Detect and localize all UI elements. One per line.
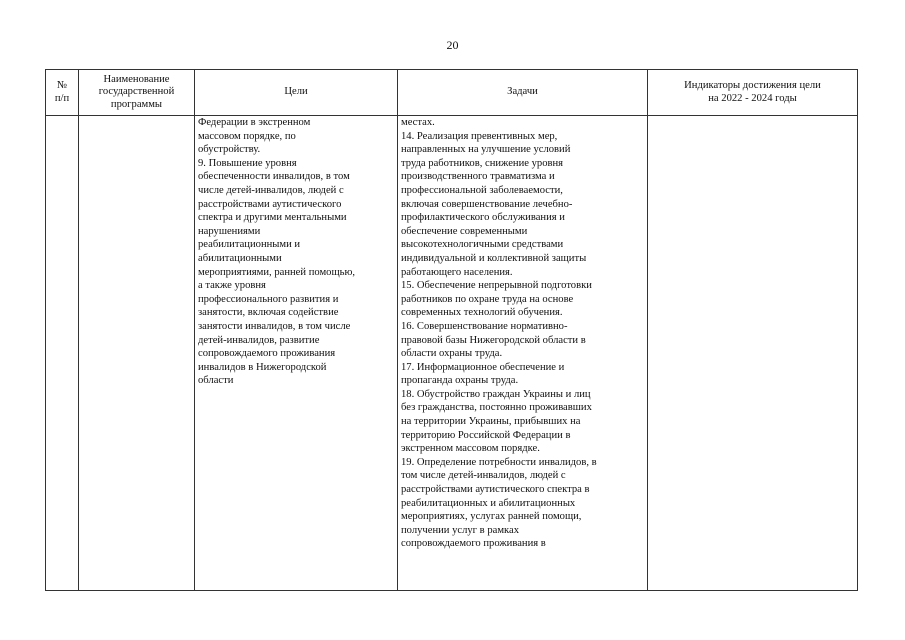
cell-text-line: на территории Украины, прибывших на bbox=[401, 416, 581, 428]
cell-program bbox=[79, 116, 195, 591]
cell-text-line: области охраны труда. bbox=[401, 348, 503, 360]
cell-text-line: обеспеченности инвалидов, в том bbox=[198, 171, 350, 183]
header-indicators: Индикаторы достижения цели на 2022 - 2024 годы bbox=[648, 70, 858, 116]
cell-text-line: спектра и другими ментальными bbox=[198, 212, 347, 224]
cell-text-line: 14. Реализация превентивных мер, bbox=[401, 130, 558, 142]
cell-text-line: числе детей-инвалидов, людей с bbox=[198, 184, 344, 196]
cell-text-line: Федерации в экстренном bbox=[198, 117, 311, 128]
cell-text-line: 18. Обустройство граждан Украины и лиц bbox=[401, 388, 591, 400]
cell-text-line: расстройствами аутистического bbox=[198, 198, 342, 210]
header-goals: Цели bbox=[195, 70, 398, 116]
cell-goals bbox=[195, 116, 398, 591]
header-program: Наименование государственной программы bbox=[79, 70, 195, 116]
cell-tasks bbox=[398, 116, 648, 591]
header-tasks: Задачи bbox=[398, 70, 648, 116]
cell-text-line: производственного травматизма и bbox=[401, 171, 555, 183]
cell-num bbox=[46, 116, 79, 591]
cell-text-line: пропаганда охраны труда. bbox=[401, 375, 519, 387]
cell-text-line: без гражданства, постоянно проживавших bbox=[401, 402, 592, 414]
cell-text-line: профессиональной заболеваемости, bbox=[401, 184, 563, 196]
cell-text-line: 15. Обеспечение непрерывной подготовки bbox=[401, 280, 592, 292]
cell-text-line: мероприятиях, услугах ранней помощи, bbox=[401, 511, 582, 523]
cell-text-line: массовом порядке, по bbox=[198, 130, 296, 142]
cell-text-line: современных технологий обучения. bbox=[401, 307, 563, 319]
cell-text-line: области bbox=[198, 375, 234, 387]
cell-text-line: местах. bbox=[401, 117, 435, 128]
cell-text-line: реабилитационными и bbox=[198, 239, 301, 251]
cell-text-line: детей-инвалидов, развитие bbox=[198, 334, 320, 346]
cell-text-line: реабилитационных и абилитационных bbox=[401, 497, 576, 509]
cell-text-line: высокотехнологичными средствами bbox=[401, 239, 564, 251]
cell-text-line: работающего населения. bbox=[401, 266, 513, 278]
cell-text-line: 9. Повышение уровня bbox=[198, 157, 297, 169]
cell-text-line: труда работников, снижение уровня bbox=[401, 157, 564, 169]
cell-text-line: занятости инвалидов, в том числе bbox=[198, 320, 351, 332]
cell-text-line: работников по охране труда на основе bbox=[401, 293, 574, 305]
cell-text-line: сопровождаемого проживания bbox=[198, 348, 336, 360]
cell-text-line: а также уровня bbox=[198, 280, 266, 292]
cell-text-line: абилитационными bbox=[198, 252, 282, 264]
cell-text-line: профилактического обслуживания и bbox=[401, 212, 565, 224]
cell-text-line: территорию Российской Федерации в bbox=[401, 429, 571, 441]
cell-text-line: инвалидов в Нижегородской bbox=[198, 361, 327, 373]
cell-text-line: нарушениями bbox=[198, 225, 261, 237]
cell-text-line: профессионального развития и bbox=[198, 293, 339, 305]
cell-text-line: 19. Определение потребности инвалидов, в bbox=[401, 456, 597, 468]
cell-text-line: индивидуальной и коллективной защиты bbox=[401, 252, 587, 264]
cell-text-line: 16. Совершенствование нормативно- bbox=[401, 320, 568, 332]
page-number: 20 bbox=[446, 38, 459, 52]
goals-tasks-table bbox=[45, 69, 858, 591]
cell-text-line: обустройству. bbox=[198, 144, 261, 156]
cell-text-line: направленных на улучшение условий bbox=[401, 144, 571, 156]
header-num: № п/п bbox=[46, 70, 79, 116]
cell-text-line: мероприятиями, ранней помощью, bbox=[198, 266, 356, 278]
cell-text-line: том числе детей-инвалидов, людей с bbox=[401, 470, 566, 482]
cell-indicators bbox=[648, 116, 858, 591]
cell-text-line: обеспечение современными bbox=[401, 225, 528, 237]
table-row bbox=[46, 116, 858, 591]
cell-text-line: занятости, включая содействие bbox=[198, 307, 339, 319]
cell-text-line: получении услуг в рамках bbox=[401, 524, 520, 536]
table-header-row bbox=[46, 70, 858, 116]
cell-text-line: включая совершенствование лечебно- bbox=[401, 198, 573, 210]
cell-text-line: сопровождаемого проживания в bbox=[401, 538, 546, 550]
cell-text-line: расстройствами аутистического спектра в bbox=[401, 484, 590, 496]
cell-text-line: 17. Информационное обеспечение и bbox=[401, 361, 565, 373]
cell-text-line: правовой базы Нижегородской области в bbox=[401, 334, 586, 346]
cell-text-line: экстренном массовом порядке. bbox=[401, 443, 540, 455]
